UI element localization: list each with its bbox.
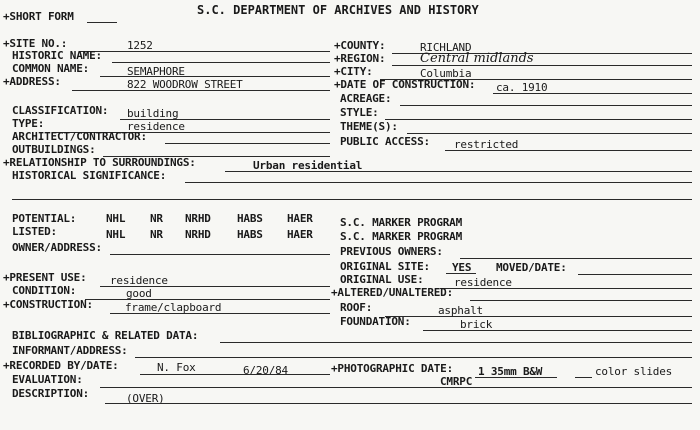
construction-label: +CONSTRUCTION: <box>3 298 93 311</box>
listed-nhl: NHL <box>106 228 126 241</box>
photographic-line <box>475 377 557 378</box>
city-value: Columbia <box>420 67 472 80</box>
site-no-line <box>80 51 330 52</box>
construction-value: frame/clapboard <box>125 301 222 314</box>
potential-label: POTENTIAL: <box>12 212 77 225</box>
potential-habs: HABS <box>237 212 263 225</box>
original-site-line <box>446 273 476 274</box>
region-line <box>392 65 692 66</box>
roof-line <box>385 316 692 317</box>
original-site-label: ORIGINAL SITE: <box>340 260 430 273</box>
region-value: Central midlands <box>420 51 534 66</box>
listed-marker-program: S.C. MARKER PROGRAM <box>340 230 463 243</box>
date-of-construction-line <box>493 93 692 94</box>
address-value: 822 WOODROW STREET <box>127 78 243 91</box>
site-no-value: 1252 <box>127 39 153 52</box>
public-access-value: restricted <box>454 138 519 151</box>
recorded-by-label: +RECORDED BY/DATE: <box>3 359 119 372</box>
description-line <box>105 403 692 404</box>
potential-nrhd: NRHD <box>185 212 211 225</box>
recorded-date-value: 6/20/84 <box>243 364 288 377</box>
type-value: residence <box>127 120 185 133</box>
altered-unaltered-label: +ALTERED/UNALTERED: <box>331 286 454 299</box>
listed-habs: HABS <box>237 228 263 241</box>
listed-haer: HAER <box>287 228 313 241</box>
address-label: +ADDRESS: <box>3 75 61 88</box>
roof-value: asphalt <box>438 304 483 317</box>
original-use-value: residence <box>454 276 512 289</box>
acreage-line <box>400 105 692 106</box>
themes-line <box>407 133 692 134</box>
foundation-label: FOUNDATION: <box>340 315 411 328</box>
recorded-by-line <box>140 374 330 375</box>
photographic-date-label: +PHOTOGRAPHIC DATE: <box>331 362 454 375</box>
potential-marker-program: S.C. MARKER PROGRAM <box>340 216 463 229</box>
informant-address-label: INFORMANT/ADDRESS: <box>12 344 128 357</box>
date-of-construction-value: ca. 1910 <box>496 81 548 94</box>
listed-nr: NR <box>150 228 163 241</box>
bibliographic-line <box>220 342 692 343</box>
altered-unaltered-line <box>470 300 692 301</box>
description-label: DESCRIPTION: <box>12 387 90 400</box>
common-name-value: SEMAPHORE <box>127 65 185 78</box>
previous-owners-label: PREVIOUS OWNERS: <box>340 245 443 258</box>
listed-nrhd: NRHD <box>185 228 211 241</box>
informant-address-line <box>135 357 692 358</box>
architect-contractor-line <box>165 143 330 144</box>
style-line <box>385 119 692 120</box>
relationship-line <box>225 171 692 172</box>
foundation-value: brick <box>460 318 493 331</box>
evaluation-line <box>100 387 692 388</box>
description-value: (OVER) <box>126 392 165 405</box>
city-label: +CITY: <box>334 65 373 78</box>
evaluation-value: CMRPC <box>440 375 473 388</box>
county-value: RICHLAND <box>420 41 472 54</box>
photographic-date-value: 1 35mm B&W <box>478 365 543 378</box>
moved-date-label: MOVED/DATE: <box>496 261 567 274</box>
themes-label: THEME(S): <box>340 120 398 133</box>
public-access-label: PUBLIC ACCESS: <box>340 135 430 148</box>
classification-value: building <box>127 107 179 120</box>
type-label: TYPE: <box>12 117 45 130</box>
potential-nr: NR <box>150 212 163 225</box>
date-of-construction-label: +DATE OF CONSTRUCTION: <box>334 78 476 91</box>
present-use-value: residence <box>110 274 168 287</box>
region-label: +REGION: <box>334 52 386 65</box>
outbuildings-label: OUTBUILDINGS: <box>12 143 96 156</box>
bibliographic-label: BIBLIOGRAPHIC & RELATED DATA: <box>12 329 199 342</box>
present-use-label: +PRESENT USE: <box>3 271 87 284</box>
address-line <box>72 90 330 91</box>
historical-significance-line <box>185 182 692 183</box>
form-title: S.C. DEPARTMENT OF ARCHIVES AND HISTORY <box>197 3 479 17</box>
common-name-line <box>100 76 330 77</box>
original-site-value: YES <box>452 261 472 274</box>
roof-label: ROOF: <box>340 301 373 314</box>
owner-address-line <box>110 254 330 255</box>
original-use-line <box>440 288 692 289</box>
potential-haer: HAER <box>287 212 313 225</box>
relationship-label: +RELATIONSHIP TO SURROUNDINGS: <box>3 156 196 169</box>
evaluation-label: EVALUATION: <box>12 373 83 386</box>
condition-line <box>85 299 330 300</box>
site-no-label: +SITE NO.: <box>3 37 68 50</box>
architect-contractor-label: ARCHITECT/CONTRACTOR: <box>12 130 147 143</box>
short-form-label: +SHORT FORM <box>3 10 74 23</box>
historical-significance-label: HISTORICAL SIGNIFICANCE: <box>12 169 167 182</box>
listed-label: LISTED: <box>12 225 57 238</box>
foundation-line <box>423 330 692 331</box>
county-label: +COUNTY: <box>334 39 386 52</box>
potential-nhl: NHL <box>106 212 126 225</box>
historic-name-label: HISTORIC NAME: <box>12 49 102 62</box>
style-label: STYLE: <box>340 106 379 119</box>
original-use-label: ORIGINAL USE: <box>340 273 424 286</box>
historic-name-line <box>112 62 330 63</box>
condition-value: good <box>126 287 152 300</box>
owner-address-label: OWNER/ADDRESS: <box>12 241 102 254</box>
classification-label: CLASSIFICATION: <box>12 104 109 117</box>
color-slides-label: color slides <box>595 365 673 378</box>
acreage-label: ACREAGE: <box>340 92 392 105</box>
short-form-line <box>87 22 117 23</box>
public-access-line <box>445 150 692 151</box>
color-slides-line <box>575 377 592 378</box>
previous-owners-line <box>460 258 692 259</box>
construction-line <box>110 313 330 314</box>
relationship-value: Urban residential <box>253 159 363 172</box>
historical-significance-line-2 <box>12 199 692 200</box>
moved-date-line <box>578 274 692 275</box>
condition-label: CONDITION: <box>12 284 77 297</box>
common-name-label: COMMON NAME: <box>12 62 90 75</box>
recorded-by-value: N. Fox <box>157 361 196 374</box>
